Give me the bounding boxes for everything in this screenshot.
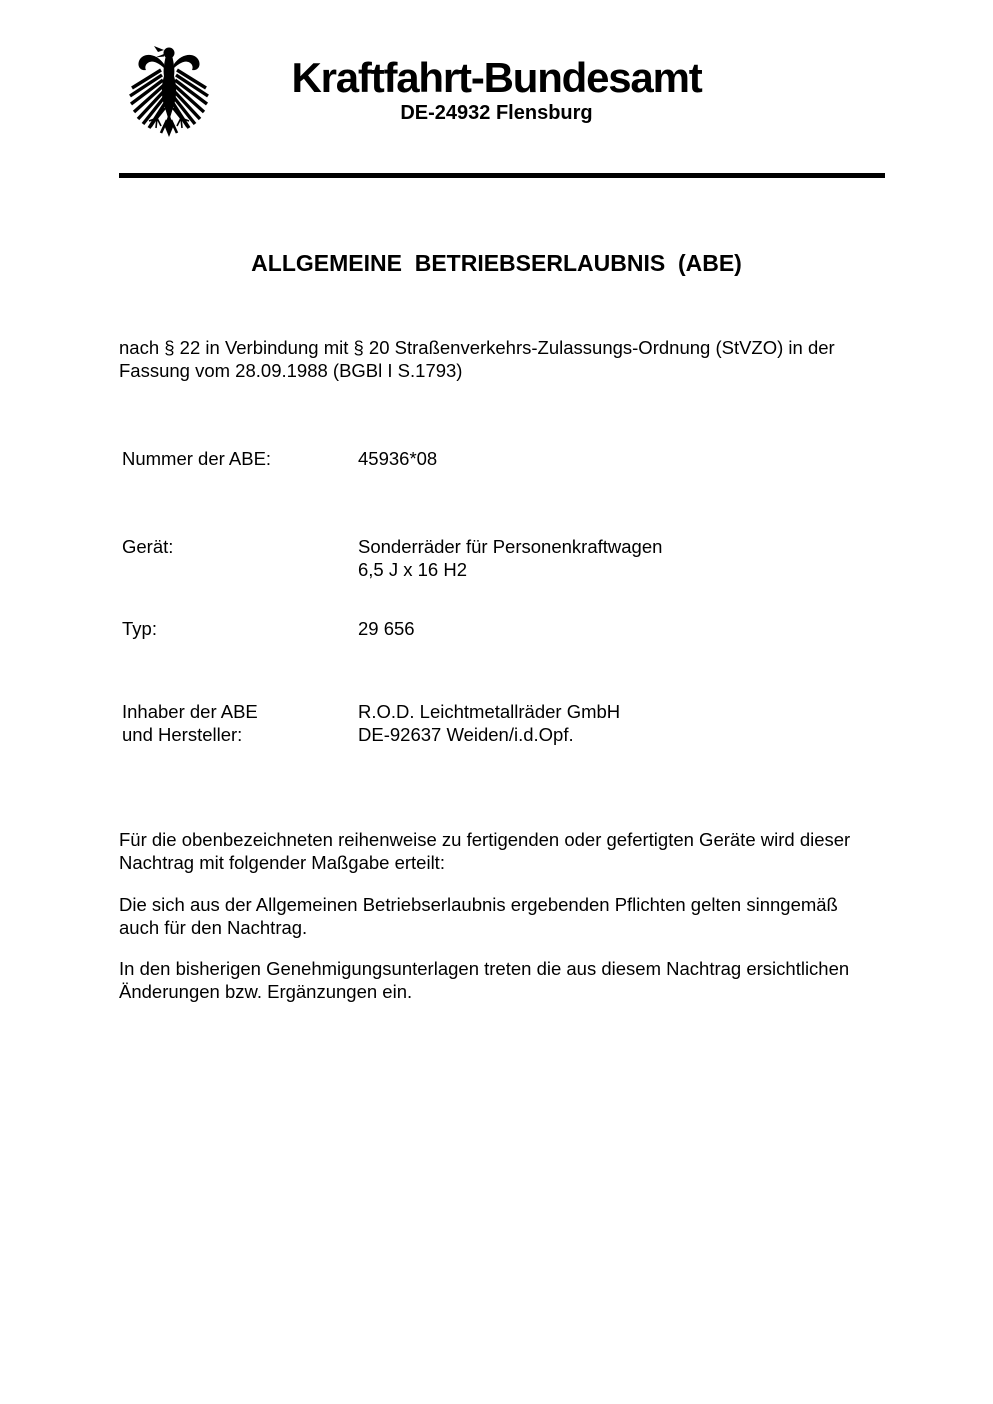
field-holder-label: Inhaber der ABE und Hersteller: — [122, 701, 258, 745]
agency-name: Kraftfahrt-Bundesamt — [291, 54, 702, 101]
field-type-value: 29 656 — [358, 618, 415, 639]
paragraph-grant: Für die obenbezeichneten reihenweise zu fertigenden oder gefertigten Geräte wird dieser Nachtrag mit folgender Maßgabe erteilt: — [119, 829, 851, 873]
agency-address: DE-24932 Flensburg — [400, 102, 593, 124]
document-title: ALLGEMEINE BETRIEBSERLAUBNIS (ABE) — [251, 250, 742, 276]
field-device-value: Sonderräder für Personenkraftwagen 6,5 J x 16 H2 — [358, 536, 663, 580]
paragraph-obligations: Die sich aus der Allgemeinen Betriebserlaubnis ergebenden Pflichten gelten sinngemäß auch für den Nachtrag. — [119, 894, 838, 938]
field-abe-number-label: Nummer der ABE: — [122, 448, 272, 469]
field-type-label: Typ: — [122, 618, 157, 639]
field-abe-number-value: 45936*08 — [358, 448, 438, 469]
field-device-label: Gerät: — [122, 536, 174, 557]
paragraph-amendments: In den bisherigen Genehmigungsunterlagen treten die aus diesem Nachtrag ersichtlichen Änderungen bzw. Ergänzungen ein. — [119, 958, 850, 1002]
header-divider — [119, 173, 885, 178]
legal-basis — [119, 336, 835, 382]
legal-basis-line: Fassung vom 28.09.1988 (BGBl I S.1793) — [119, 360, 463, 381]
legal-basis-line: nach § 22 in Verbindung mit § 20 Straßenverkehrs-Zulassungs-Ordnung (StVZO) in der — [119, 337, 835, 358]
field-holder-value: R.O.D. Leichtmetallräder GmbH DE-92637 Weiden/i.d.Opf. — [358, 701, 621, 745]
